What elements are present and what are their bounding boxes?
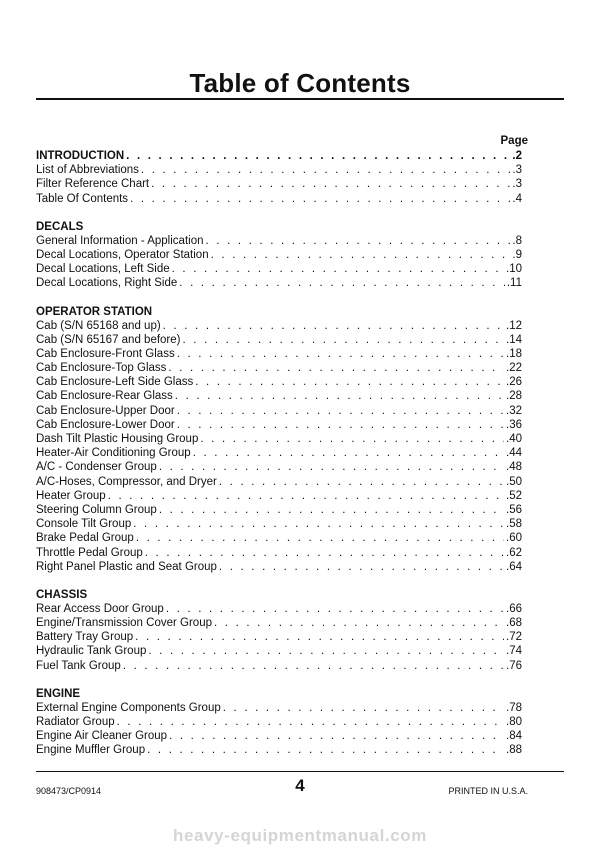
toc-entry-page: .68 bbox=[506, 617, 522, 630]
dot-leader bbox=[200, 432, 504, 446]
dot-leader bbox=[145, 546, 504, 560]
toc-entry-label: Decal Locations, Left Side bbox=[36, 263, 170, 276]
dot-leader bbox=[159, 503, 504, 517]
toc-entry-label: Steering Column Group bbox=[36, 503, 157, 516]
dot-leader bbox=[163, 319, 504, 333]
toc-entry-page: .88 bbox=[506, 744, 522, 757]
toc-entry-label: Cab Enclosure-Lower Door bbox=[36, 418, 175, 431]
toc-entry-page: .56 bbox=[506, 503, 522, 516]
toc-entry-label: Cab (S/N 65168 and up) bbox=[36, 319, 161, 332]
toc-entry-label: Cab Enclosure-Left Side Glass bbox=[36, 376, 194, 389]
dot-leader bbox=[205, 234, 510, 248]
section-heading: ENGINE bbox=[36, 687, 81, 700]
toc-entry[interactable] bbox=[36, 149, 522, 163]
toc-section bbox=[36, 588, 522, 673]
dot-leader bbox=[117, 715, 504, 729]
toc-entry-label: Rear Access Door Group bbox=[36, 602, 164, 615]
toc-entry-page: .26 bbox=[506, 376, 522, 389]
toc-entry[interactable] bbox=[36, 743, 522, 757]
toc-entry[interactable] bbox=[36, 531, 522, 545]
toc-entry[interactable] bbox=[36, 375, 522, 389]
toc-entry-page: .62 bbox=[506, 546, 522, 559]
toc-entry-page: .36 bbox=[506, 418, 522, 431]
toc-entry-page: .48 bbox=[506, 461, 522, 474]
toc-entry[interactable] bbox=[36, 192, 522, 206]
dot-leader bbox=[141, 163, 510, 177]
dot-leader bbox=[126, 149, 510, 163]
toc-entry-page: .12 bbox=[506, 319, 522, 332]
dot-leader bbox=[177, 418, 504, 432]
toc-entry-label: Brake Pedal Group bbox=[36, 532, 134, 545]
toc-entry-label: Dash Tilt Plastic Housing Group bbox=[36, 433, 199, 445]
toc-entry[interactable] bbox=[36, 418, 522, 432]
dot-leader bbox=[133, 517, 504, 531]
dot-leader bbox=[135, 630, 504, 644]
toc-entry-page: .74 bbox=[506, 645, 522, 658]
toc-entry[interactable] bbox=[36, 177, 522, 191]
dot-leader bbox=[177, 347, 504, 361]
toc-entry-page: .14 bbox=[506, 333, 522, 346]
toc-entry-page: .28 bbox=[506, 390, 522, 403]
toc-entry-page: .4 bbox=[512, 192, 522, 205]
dot-leader bbox=[148, 644, 504, 658]
dot-leader bbox=[195, 375, 504, 389]
toc-entry-page: .18 bbox=[506, 347, 522, 360]
toc-entry[interactable] bbox=[36, 361, 522, 375]
toc-entry[interactable] bbox=[36, 630, 522, 644]
toc-entry-label: Cab Enclosure-Upper Door bbox=[36, 404, 175, 417]
dot-leader bbox=[177, 404, 504, 418]
dot-leader bbox=[151, 177, 510, 191]
toc-entry-label: Cab Enclosure-Top Glass bbox=[36, 362, 167, 375]
toc-entry-page: .52 bbox=[506, 489, 522, 502]
toc-section bbox=[36, 687, 522, 758]
toc-entry-label: A/C-Hoses, Compressor, and Dryer bbox=[36, 475, 217, 488]
toc-entry[interactable] bbox=[36, 347, 522, 361]
dot-leader bbox=[130, 192, 510, 206]
toc-entry-label: Engine/Transmission Cover Group bbox=[36, 617, 212, 630]
toc-entry-page: .2 bbox=[512, 150, 522, 162]
dot-leader bbox=[219, 560, 504, 574]
toc-entry-page: .11 bbox=[506, 277, 522, 290]
toc-entry-label: Throttle Pedal Group bbox=[36, 546, 143, 559]
table-of-contents bbox=[36, 149, 522, 758]
toc-entry-page: .58 bbox=[506, 518, 522, 531]
toc-entry-page: .3 bbox=[512, 178, 522, 191]
toc-entry[interactable] bbox=[36, 333, 522, 347]
toc-entry-label: Cab Enclosure-Rear Glass bbox=[36, 390, 173, 403]
toc-entry-page: .50 bbox=[506, 475, 522, 488]
toc-entry[interactable] bbox=[36, 460, 522, 474]
watermark: heavy-equipmentmanual.com bbox=[172, 826, 427, 845]
toc-entry-label: A/C - Condenser Group bbox=[36, 461, 157, 474]
toc-entry-page: .22 bbox=[506, 362, 522, 375]
toc-entry[interactable] bbox=[36, 432, 522, 446]
toc-entry[interactable] bbox=[36, 659, 522, 673]
toc-entry[interactable] bbox=[36, 319, 522, 333]
page-number: 4 bbox=[295, 776, 305, 795]
toc-entry-label: Filter Reference Chart bbox=[36, 178, 150, 191]
page-title: Table of Contents bbox=[189, 68, 411, 98]
toc-entry[interactable] bbox=[36, 701, 522, 715]
toc-entry-label: Decal Locations, Right Side bbox=[36, 277, 178, 290]
toc-entry-label: Fuel Tank Group bbox=[36, 659, 121, 672]
toc-section bbox=[36, 220, 522, 291]
dot-leader bbox=[193, 446, 504, 460]
dot-leader bbox=[136, 531, 504, 545]
toc-entry-label: General Information - Application bbox=[36, 234, 204, 247]
toc-entry[interactable] bbox=[36, 715, 522, 729]
dot-leader bbox=[169, 729, 504, 743]
printed-notice: PRINTED IN U.S.A. bbox=[448, 786, 528, 796]
toc-entry-label: Heater-Air Conditioning Group bbox=[36, 447, 191, 460]
toc-entry-label: Decal Locations, Operator Station bbox=[36, 248, 209, 261]
toc-entry[interactable] bbox=[36, 489, 522, 503]
dot-leader bbox=[214, 616, 504, 630]
footer-divider bbox=[36, 771, 564, 772]
toc-entry-page: .3 bbox=[512, 164, 522, 177]
toc-section bbox=[36, 305, 522, 574]
toc-entry-label: Console Tilt Group bbox=[36, 518, 132, 531]
toc-entry[interactable] bbox=[36, 503, 522, 517]
toc-entry-page: .9 bbox=[512, 248, 522, 261]
toc-entry-page: .66 bbox=[506, 602, 522, 615]
toc-entry[interactable] bbox=[36, 446, 522, 460]
dot-leader bbox=[175, 389, 504, 403]
toc-entry[interactable] bbox=[36, 616, 522, 630]
toc-entry-page: .32 bbox=[506, 404, 522, 417]
dot-leader bbox=[219, 475, 504, 489]
toc-entry-label: List of Abbreviations bbox=[36, 164, 139, 177]
toc-entry[interactable] bbox=[36, 248, 522, 262]
toc-entry[interactable] bbox=[36, 389, 522, 403]
section-heading: OPERATOR STATION bbox=[36, 305, 153, 318]
dot-leader bbox=[223, 701, 504, 715]
toc-entry-page: .84 bbox=[506, 730, 522, 743]
page-column-header: Page bbox=[500, 135, 528, 147]
toc-section bbox=[36, 149, 522, 206]
toc-entry-page: .40 bbox=[506, 433, 522, 445]
dot-leader bbox=[172, 262, 504, 276]
toc-entry-page: .10 bbox=[506, 263, 522, 276]
toc-entry-label: Engine Air Cleaner Group bbox=[36, 730, 168, 743]
toc-entry[interactable] bbox=[36, 475, 522, 489]
toc-entry[interactable] bbox=[36, 262, 522, 276]
toc-entry-label: Battery Tray Group bbox=[36, 631, 134, 644]
document-number: 908473/CP0914 bbox=[36, 786, 102, 796]
toc-entry-page: .64 bbox=[506, 560, 522, 573]
dot-leader bbox=[108, 489, 504, 503]
toc-entry-label: Engine Muffler Group bbox=[36, 744, 146, 757]
toc-entry-label: Heater Group bbox=[36, 489, 106, 502]
toc-entry[interactable] bbox=[36, 560, 522, 574]
toc-entry-label: Cab (S/N 65167 and before) bbox=[36, 333, 181, 346]
dot-leader bbox=[159, 460, 504, 474]
toc-entry[interactable] bbox=[36, 602, 522, 616]
toc-entry-page: .78 bbox=[506, 701, 522, 714]
toc-entry[interactable] bbox=[36, 517, 522, 531]
toc-entry-page: .8 bbox=[512, 234, 522, 247]
section-heading: CHASSIS bbox=[36, 588, 88, 601]
toc-entry-page: .60 bbox=[506, 532, 522, 545]
dot-leader bbox=[179, 276, 505, 290]
toc-entry-page: .44 bbox=[506, 447, 522, 460]
dot-leader bbox=[211, 248, 511, 262]
toc-entry[interactable] bbox=[36, 163, 522, 177]
dot-leader bbox=[182, 333, 504, 347]
toc-entry[interactable] bbox=[36, 404, 522, 418]
toc-entry-label: Table Of Contents bbox=[36, 192, 129, 205]
toc-entry-page: .76 bbox=[506, 659, 522, 672]
toc-entry[interactable] bbox=[36, 546, 522, 560]
dot-leader bbox=[168, 361, 504, 375]
dot-leader bbox=[166, 602, 504, 616]
toc-entry[interactable] bbox=[36, 644, 522, 658]
toc-entry-label: External Engine Components Group bbox=[36, 701, 221, 714]
toc-entry-label: INTRODUCTION bbox=[36, 150, 125, 162]
dot-leader bbox=[147, 743, 504, 757]
toc-entry-label: Right Panel Plastic and Seat Group bbox=[36, 560, 217, 573]
toc-entry[interactable] bbox=[36, 234, 522, 248]
title-divider bbox=[36, 98, 564, 100]
section-heading: DECALS bbox=[36, 220, 84, 233]
toc-entry-label: Radiator Group bbox=[36, 716, 115, 728]
dot-leader bbox=[123, 659, 504, 673]
toc-entry-label: Hydraulic Tank Group bbox=[36, 645, 147, 658]
toc-entry-page: .72 bbox=[506, 631, 522, 644]
toc-entry[interactable] bbox=[36, 276, 522, 290]
toc-entry-page: .80 bbox=[506, 716, 522, 728]
toc-entry-label: Cab Enclosure-Front Glass bbox=[36, 347, 175, 360]
toc-entry[interactable] bbox=[36, 729, 522, 743]
